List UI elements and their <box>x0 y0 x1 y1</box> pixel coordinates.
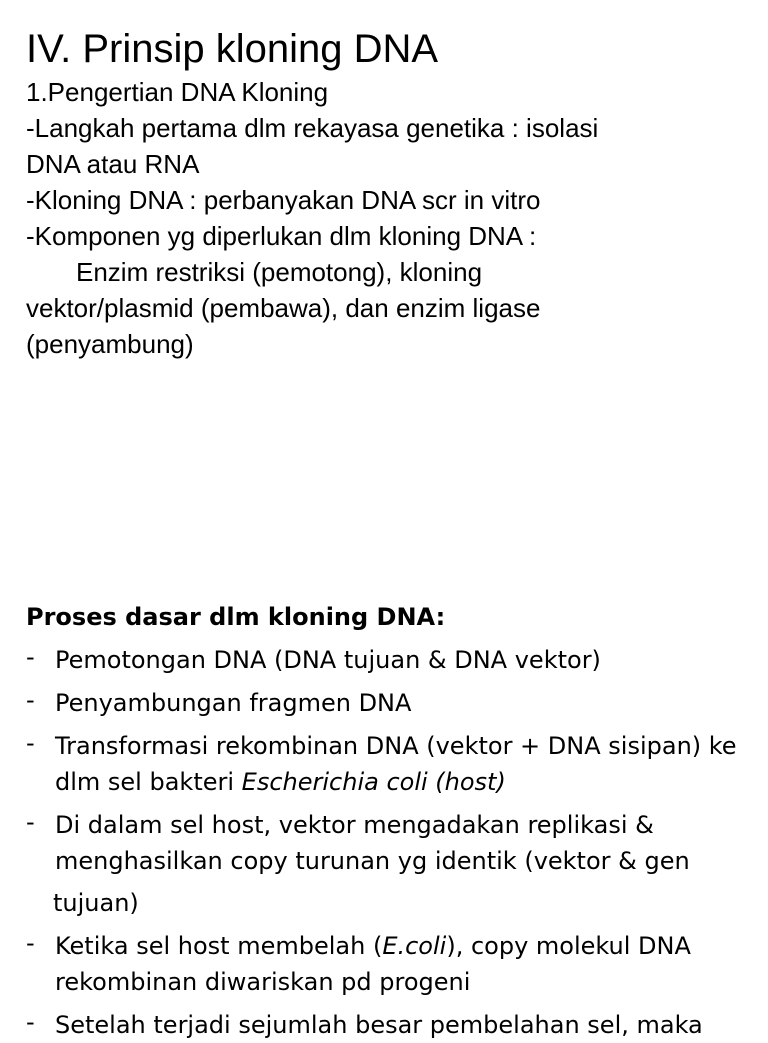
bullet-dash: - <box>26 1008 35 1036</box>
list-item-italic: Escherichia coli (host) <box>241 768 506 796</box>
process-heading: Proses dasar dlm kloning DNA: <box>26 603 446 631</box>
body-line-components: -Komponen yg diperlukan dlm kloning DNA : <box>26 221 537 251</box>
list-item <box>26 728 756 800</box>
body-line-components-list-2: vektor/plasmid (pembawa), dan enzim ligase <box>26 293 541 323</box>
list-item-text: Ketika sel host membelah ( <box>55 932 383 960</box>
body-line-first-step-cont: DNA atau RNA <box>26 149 200 179</box>
list-item <box>26 1007 756 1043</box>
list-item <box>26 685 756 721</box>
list-item-text: dlm sel bakteri <box>55 768 242 796</box>
bullet-dash: - <box>26 929 35 957</box>
slide-title: IV. Prinsip kloning DNA <box>26 27 439 71</box>
components-enzyme-text: Enzim restriksi (pemotong), kloning <box>76 257 483 287</box>
list-item-text: Transformasi rekombinan DNA (vektor + DNA sisipan) ke <box>55 732 737 760</box>
list-item-text: Di dalam sel host, vektor mengadakan replikasi & <box>55 811 654 839</box>
process-list <box>26 642 756 1043</box>
body-line-components-list-1 <box>26 254 746 290</box>
list-item-text: ), copy molekul DNA <box>446 932 691 960</box>
list-item <box>26 642 756 678</box>
list-item <box>26 807 756 921</box>
bullet-dash: - <box>26 686 35 714</box>
bullet-dash: - <box>26 808 35 836</box>
list-item-text: Pemotongan DNA (DNA tujuan & DNA vektor) <box>55 646 601 674</box>
list-item-text: menghasilkan copy turunan yg identik (vektor & gen <box>55 847 690 875</box>
body-line-components-list-3: (penyambung) <box>26 329 194 359</box>
definition-heading: 1.Pengertian DNA Kloning <box>26 77 329 107</box>
slide-top-section <box>26 24 746 362</box>
body-line-cloning-def: -Kloning DNA : perbanyakan DNA scr in vitro <box>26 185 541 215</box>
bullet-dash: - <box>26 643 35 671</box>
list-item-italic: E.coli <box>382 932 447 960</box>
slide-bottom-section <box>26 600 756 1043</box>
list-item-text: Setelah terjadi sejumlah besar pembelahan sel, maka <box>55 1011 703 1039</box>
list-item-text: tujuan) <box>53 889 139 917</box>
body-line-first-step: -Langkah pertama dlm rekayasa genetika : isolasi <box>26 113 599 143</box>
bullet-dash: - <box>26 729 35 757</box>
list-item-text: Penyambungan fragmen DNA <box>55 689 412 717</box>
list-item-text: rekombinan diwariskan pd progeni <box>55 968 471 996</box>
list-item <box>26 928 756 1000</box>
